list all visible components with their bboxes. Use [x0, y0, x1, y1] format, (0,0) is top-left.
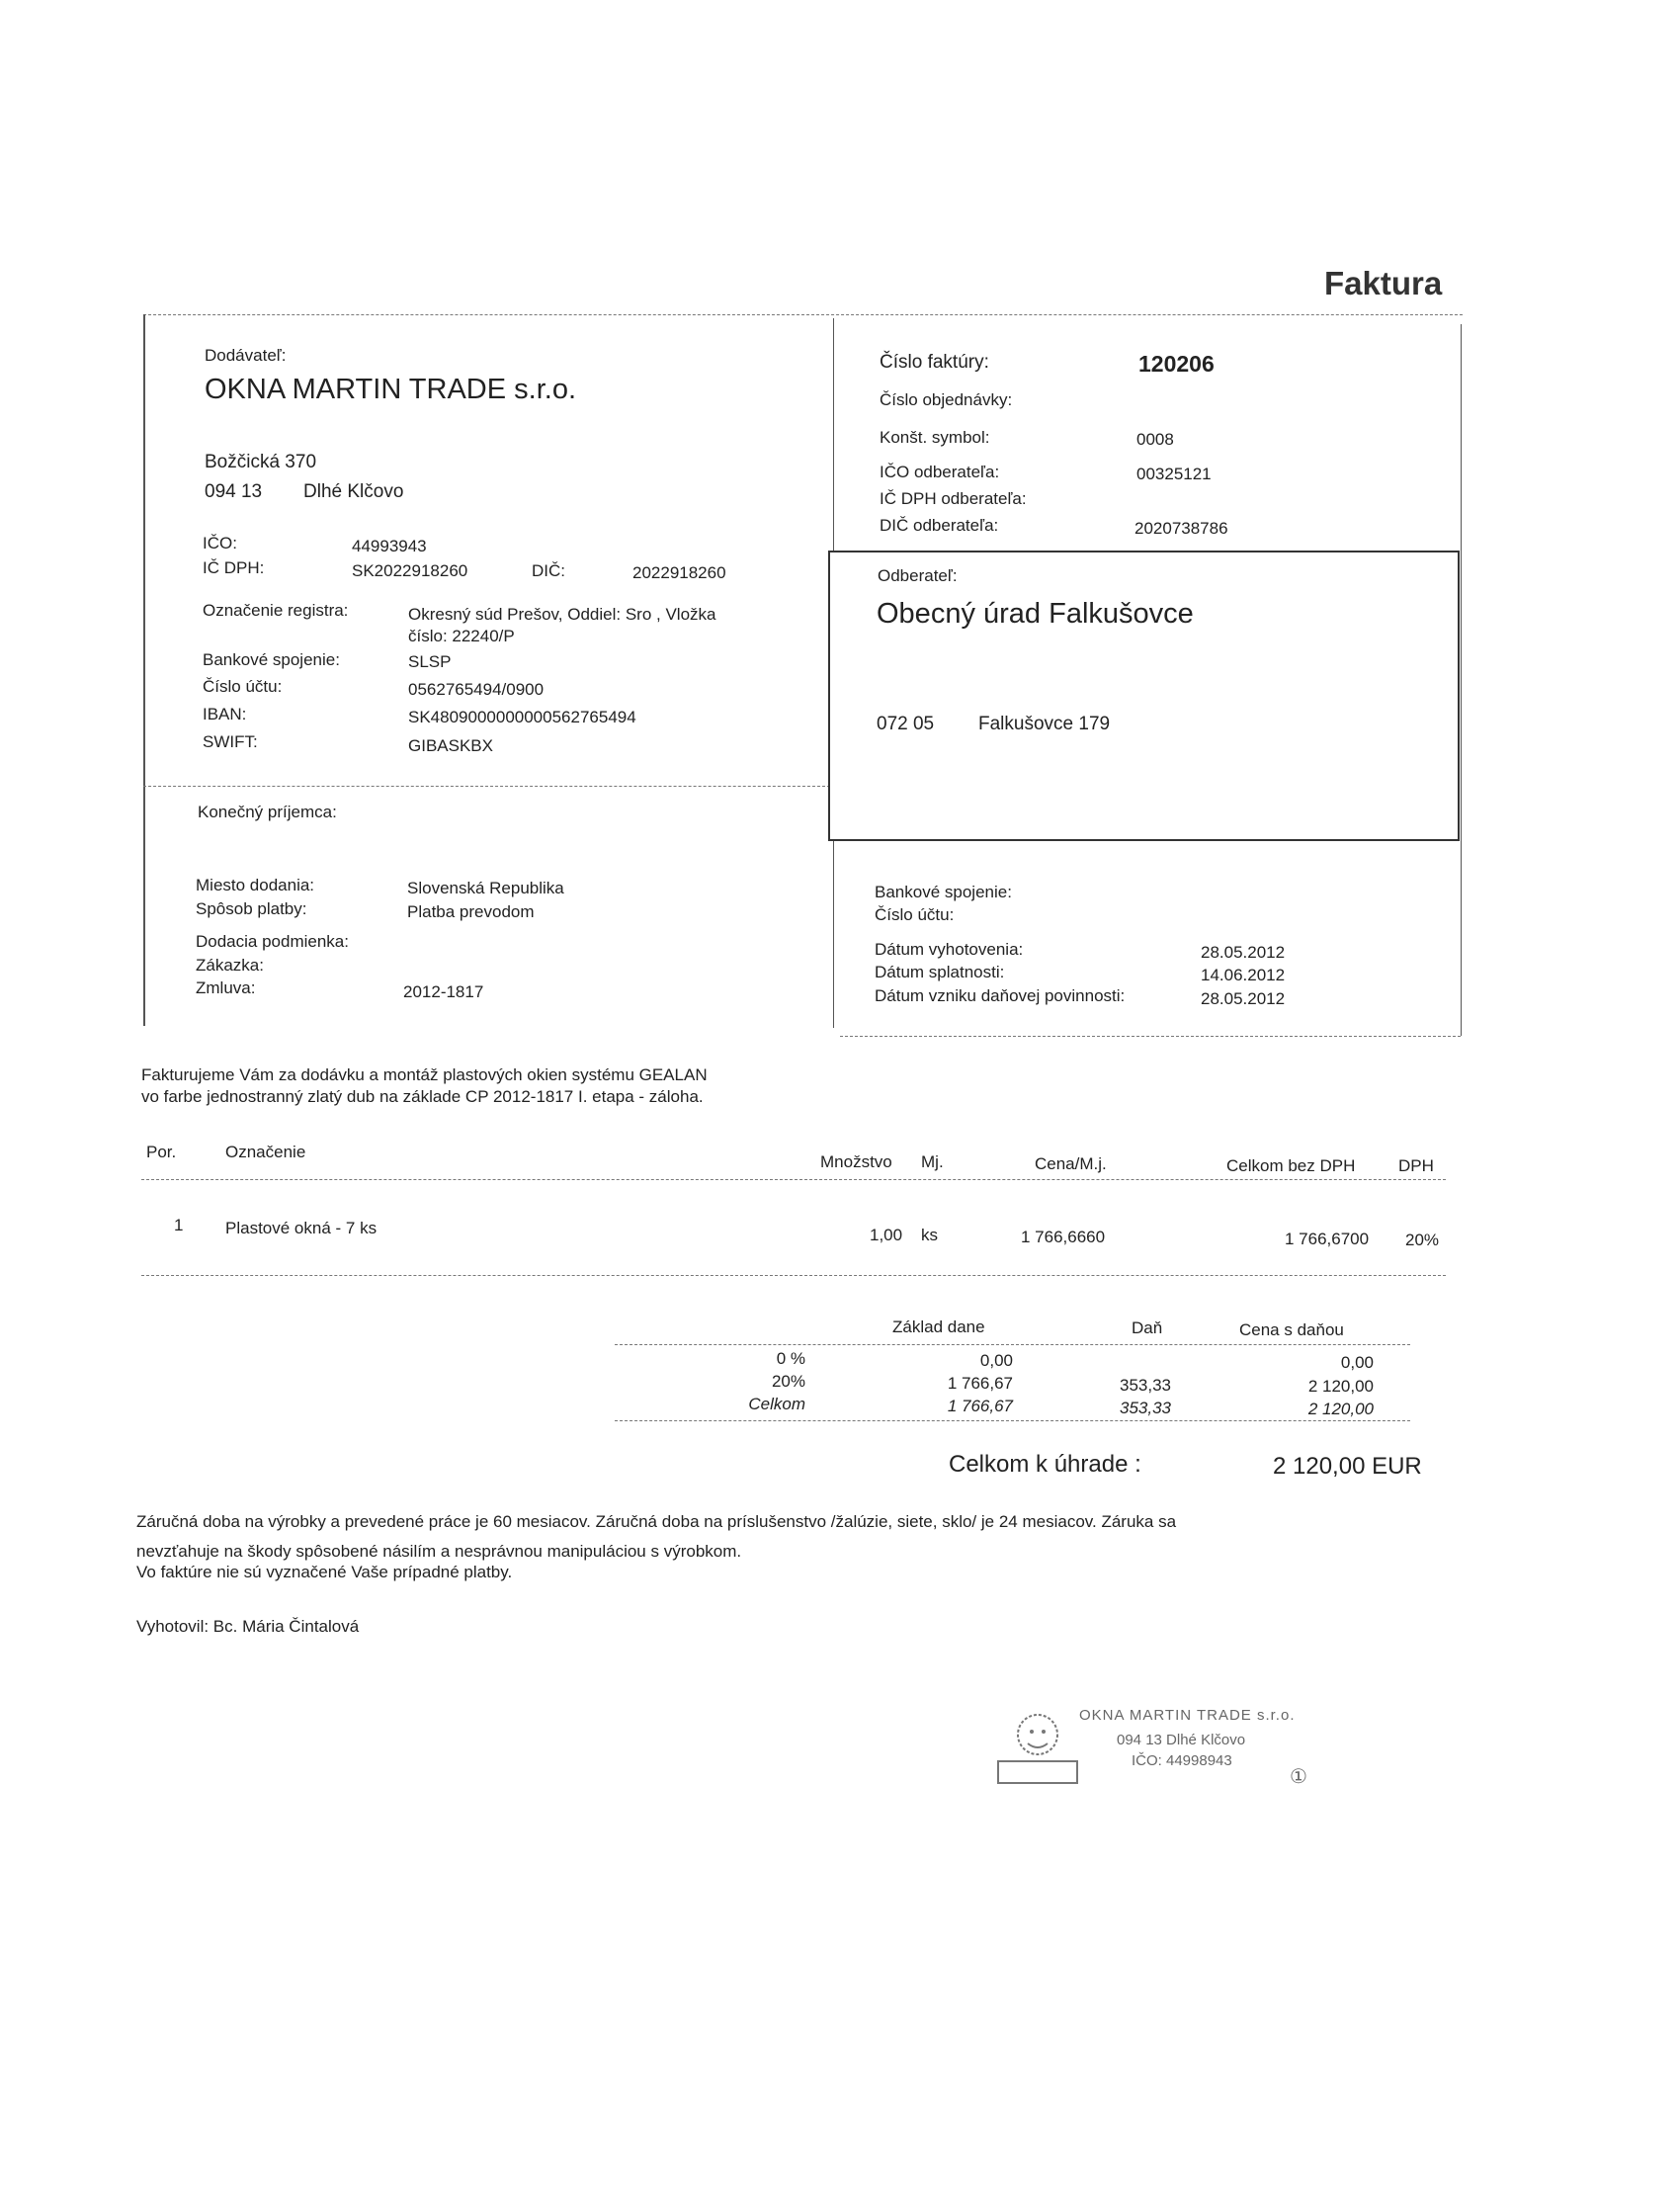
- col-vat: DPH: [1398, 1156, 1434, 1175]
- items-header-line: [141, 1179, 1446, 1180]
- summary-gross-header: Cena s daňou: [1239, 1320, 1344, 1339]
- total-due-label: Celkom k úhrade :: [949, 1451, 1141, 1478]
- swift-label: SWIFT:: [203, 732, 258, 751]
- supplier-icdph: SK2022918260: [352, 561, 468, 580]
- bank-label: Bankové spojenie:: [203, 650, 340, 669]
- stamp-line1: OKNA MARTIN TRADE s.r.o.: [1079, 1707, 1296, 1724]
- issued-label: Dátum vyhotovenia:: [875, 940, 1024, 959]
- col-price: Cena/M.j.: [1035, 1154, 1107, 1173]
- item-unit: ks: [921, 1226, 938, 1244]
- summary-header-line: [615, 1344, 1410, 1345]
- registry-line1: Okresný súd Prešov, Oddiel: Sro , Vložka: [408, 605, 716, 624]
- stamp-mark: ①: [1290, 1766, 1307, 1788]
- invoice-number: 120206: [1138, 351, 1215, 377]
- account-value: 0562765494/0900: [408, 680, 545, 699]
- prepared-by: Vyhotovil: Bc. Mária Čintalová: [136, 1617, 360, 1636]
- summary-gross-total: 2 120,00: [1307, 1400, 1374, 1418]
- due-label: Dátum splatnosti:: [875, 963, 1005, 981]
- customer-dic-value: 2020738786: [1134, 519, 1228, 538]
- customer-ico-value: 00325121: [1136, 465, 1212, 483]
- summary-bottom-line: [615, 1420, 1410, 1421]
- customer-icdph-label: IČ DPH odberateľa:: [880, 489, 1027, 508]
- tax-date-value: 28.05.2012: [1201, 989, 1286, 1008]
- item-por: 1: [174, 1216, 184, 1234]
- col-total: Celkom bez DPH: [1226, 1156, 1356, 1175]
- intro-line2: vo farbe jednostranný zlatý dub na základe CP 2012-1817 I. etapa - záloha.: [141, 1087, 704, 1106]
- supplier-label: Dodávateľ:: [205, 346, 287, 365]
- supplier-ico: 44993943: [352, 537, 427, 555]
- payment-label: Spôsob platby:: [196, 899, 307, 918]
- registry-label: Označenie registra:: [203, 601, 349, 620]
- customer-label: Odberateľ:: [878, 566, 958, 585]
- intro-line1: Fakturujeme Vám za dodávku a montáž plastových okien systému GEALAN: [141, 1065, 708, 1084]
- frame-left: [143, 314, 145, 1026]
- frame-bottom: [840, 1036, 1461, 1037]
- company-stamp: [988, 1695, 1344, 1804]
- stamp-line2: 094 13 Dlhé Klčovo: [1117, 1732, 1246, 1748]
- supplier-street: Božčická 370: [205, 452, 317, 472]
- col-unit: Mj.: [921, 1152, 944, 1171]
- delivery-terms-label: Dodacia podmienka:: [196, 932, 349, 951]
- customer-account-label: Číslo účtu:: [875, 905, 955, 924]
- total-due-value: 2 120,00 EUR: [1273, 1453, 1422, 1480]
- col-por: Por.: [146, 1143, 177, 1161]
- registry-line2: číslo: 22240/P: [408, 627, 515, 645]
- summary-rate-total: Celkom: [748, 1395, 805, 1413]
- frame-right: [1461, 324, 1462, 1036]
- item-price: 1 766,6660: [1021, 1228, 1106, 1246]
- lion-logo-icon: [988, 1700, 1087, 1799]
- frame-divider-top: [833, 318, 834, 551]
- supplier-bottom-line: [143, 786, 830, 787]
- summary-base-total: 1 766,67: [947, 1397, 1013, 1415]
- customer-ico-label: IČO odberateľa:: [880, 463, 1000, 481]
- payments-note: Vo faktúre nie sú vyznačené Vaše prípadné platby.: [136, 1563, 513, 1581]
- summary-base-0: 0,00: [979, 1351, 1013, 1370]
- summary-rate-0: 0 %: [776, 1349, 805, 1368]
- contract-label: Zmluva:: [196, 978, 256, 997]
- summary-tax-1: 353,33: [1120, 1376, 1171, 1395]
- supplier-dic: 2022918260: [632, 563, 726, 582]
- item-name: Plastové okná - 7 ks: [225, 1219, 378, 1237]
- items-bottom-line: [141, 1275, 1446, 1276]
- item-vat: 20%: [1405, 1231, 1440, 1249]
- supplier-name: OKNA MARTIN TRADE s.r.o.: [205, 374, 577, 405]
- customer-box: [828, 551, 1460, 841]
- iban-value: SK4809000000000562765494: [408, 708, 636, 726]
- iban-label: IBAN:: [203, 705, 247, 723]
- supplier-ico-label: IČO:: [203, 534, 237, 552]
- customer-zip: 072 05: [877, 714, 935, 734]
- delivery-place-value: Slovenská Republika: [407, 879, 564, 897]
- supplier-city: Dlhé Klčovo: [303, 481, 404, 502]
- customer-bank-label: Bankové spojenie:: [875, 883, 1012, 901]
- supplier-icdph-label: IČ DPH:: [203, 558, 265, 577]
- bank-value: SLSP: [408, 652, 452, 671]
- customer-name: Obecný úrad Falkušovce: [877, 598, 1194, 630]
- const-symbol-label: Konšt. symbol:: [880, 428, 990, 447]
- summary-base-1: 1 766,67: [947, 1374, 1013, 1393]
- contract-value: 2012-1817: [403, 982, 484, 1001]
- issued-value: 28.05.2012: [1201, 943, 1286, 962]
- swift-value: GIBASKBX: [408, 736, 493, 755]
- item-total: 1 766,6700: [1285, 1230, 1370, 1248]
- item-qty: 1,00: [870, 1226, 903, 1244]
- invoice-number-label: Číslo faktúry:: [880, 352, 989, 373]
- frame-divider-bottom: [833, 840, 834, 1028]
- summary-gross-0: 0,00: [1340, 1353, 1374, 1372]
- stamp-line3: IČO: 44998943: [1132, 1752, 1232, 1769]
- summary-gross-1: 2 120,00: [1307, 1377, 1374, 1396]
- summary-tax-header: Daň: [1132, 1318, 1163, 1337]
- due-value: 14.06.2012: [1201, 966, 1286, 984]
- payment-value: Platba prevodom: [407, 902, 535, 921]
- customer-address: Falkušovce 179: [978, 714, 1111, 734]
- order-number-label: Číslo objednávky:: [880, 390, 1013, 409]
- tax-date-label: Dátum vzniku daňovej povinnosti:: [875, 986, 1126, 1005]
- supplier-zip: 094 13: [205, 481, 263, 502]
- supplier-dic-label: DIČ:: [532, 561, 565, 580]
- summary-tax-total: 353,33: [1120, 1399, 1171, 1417]
- customer-dic-label: DIČ odberateľa:: [880, 516, 999, 535]
- col-qty: Množstvo: [820, 1152, 892, 1171]
- const-symbol-value: 0008: [1136, 430, 1174, 449]
- warranty-line2: nevzťahuje na škody spôsobené násilím a nesprávnou manipuláciou s výrobkom.: [136, 1542, 742, 1561]
- delivery-place-label: Miesto dodania:: [196, 876, 315, 894]
- summary-base-header: Základ dane: [892, 1317, 985, 1336]
- col-name: Označenie: [225, 1143, 306, 1161]
- frame-top: [143, 314, 1463, 315]
- summary-rate-1: 20%: [771, 1372, 805, 1391]
- warranty-line1: Záručná doba na výrobky a prevedené práce je 60 mesiacov. Záručná doba na príslušenstvo /žalúzie, siete, sklo/ je 24 mesiacov. Záruka sa: [136, 1512, 1177, 1531]
- document-title: Faktura: [1324, 265, 1443, 301]
- account-label: Číslo účtu:: [203, 677, 283, 696]
- final-recipient-label: Konečný príjemca:: [198, 803, 337, 821]
- order-label: Zákazka:: [196, 956, 264, 975]
